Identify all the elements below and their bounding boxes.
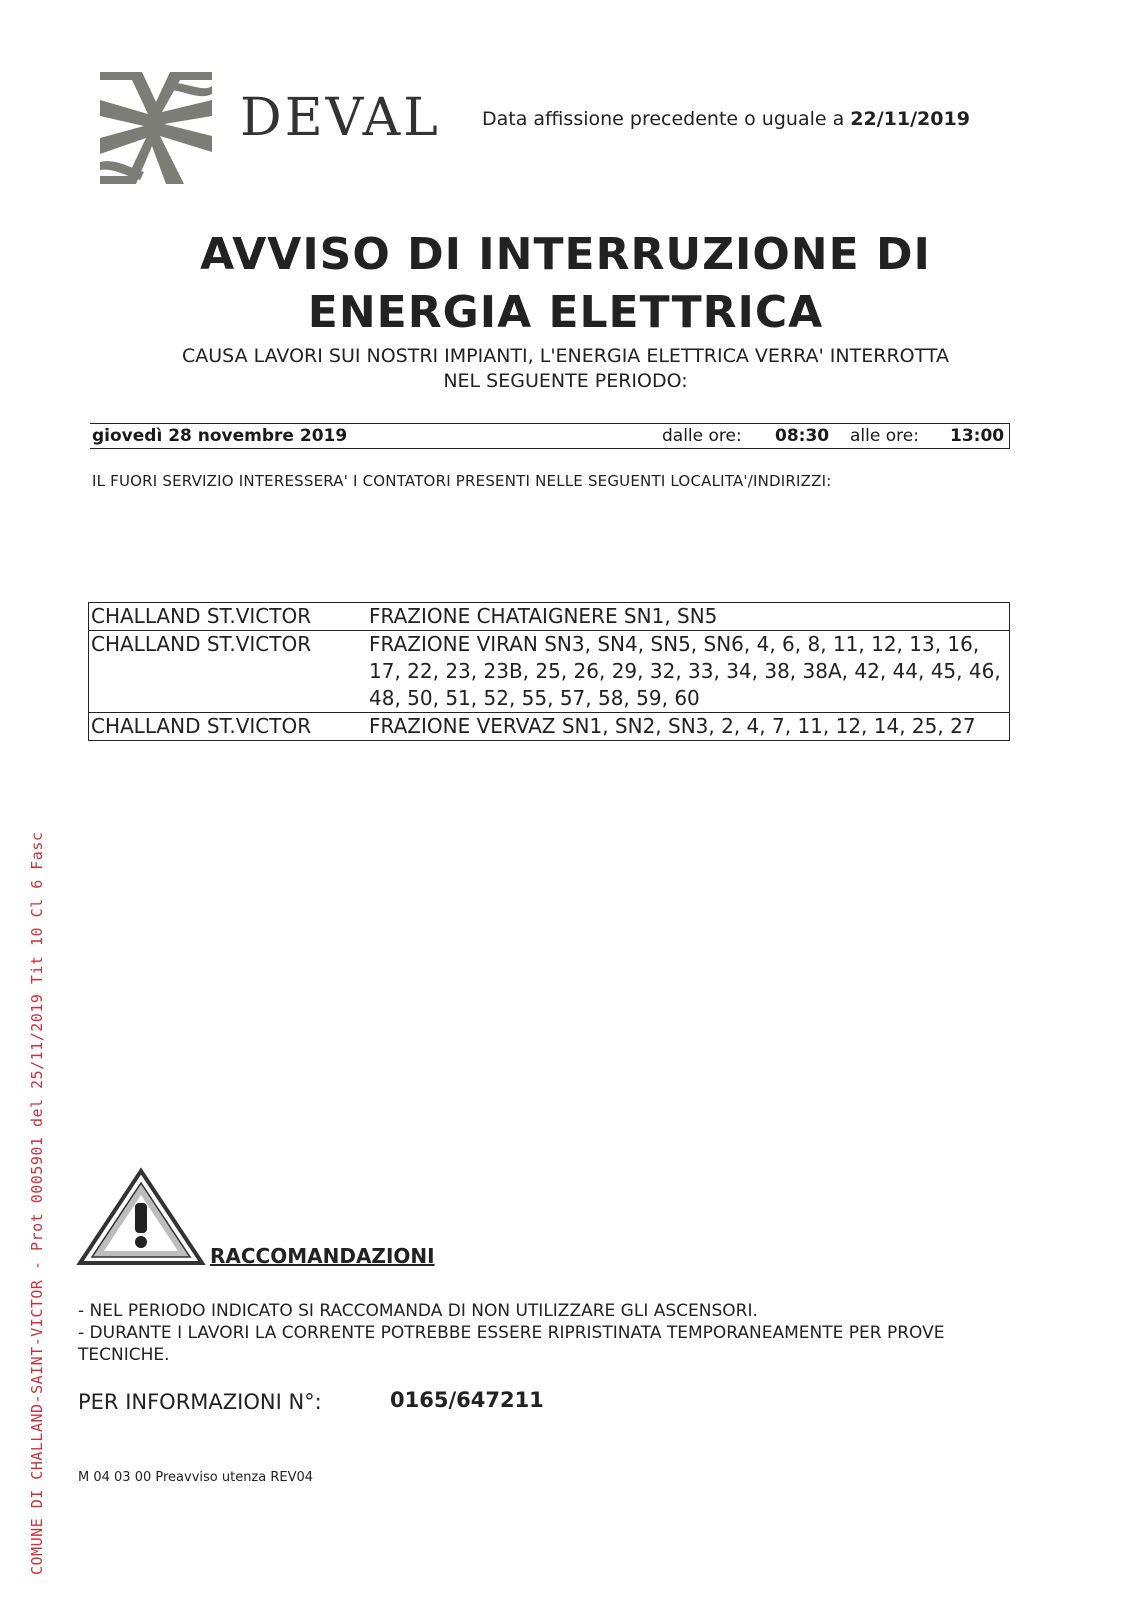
from-time: 08:30 bbox=[775, 426, 830, 446]
recommendation-item: - NEL PERIODO INDICATO SI RACCOMANDA DI NON UTILIZZARE GLI ASCENSORI. bbox=[78, 1301, 758, 1321]
to-time: 13:00 bbox=[950, 426, 1005, 446]
locality-cell: CHALLAND ST.VICTOR bbox=[89, 713, 368, 741]
protocol-stamp: COMUNE DI CHALLAND-SAINT-VICTOR - Prot 0005901 del 25/11/2019 Tit 10 Cl 6 Fasc bbox=[28, 831, 46, 1575]
title-line-2: ENERGIA ELETTRICA bbox=[307, 287, 824, 338]
period-box bbox=[90, 423, 1010, 449]
table-row bbox=[89, 603, 1010, 631]
from-label: dalle ore: bbox=[662, 426, 742, 446]
warning-icon bbox=[76, 1167, 206, 1267]
posting-label: Data affissione precedente o uguale a bbox=[482, 108, 845, 130]
deval-logo-icon bbox=[100, 72, 212, 184]
info-label: PER INFORMAZIONI N°: bbox=[78, 1390, 322, 1414]
locality-cell: CHALLAND ST.VICTOR bbox=[89, 603, 368, 631]
intro-text: IL FUORI SERVIZIO INTERESSERA' I CONTATORI PRESENTI NELLE SEGUENTI LOCALITA'/INDIRIZZI: bbox=[92, 472, 832, 490]
locations-table bbox=[88, 602, 1010, 741]
recommendations-heading: RACCOMANDAZIONI bbox=[210, 1244, 435, 1268]
addresses-cell: FRAZIONE VIRAN SN3, SN4, SN5, SN6, 4, 6, 8, 11, 12, 13, 16, 17, 22, 23, 23B, 25, 26, 29, 32, 33, 34, 38, 38A, 42, 44, 45, 46, 48, 50, 51, 52, 55, 57, 58, 59, 60 bbox=[367, 631, 1010, 713]
brand-name: DEVAL bbox=[240, 88, 441, 148]
form-code: M 04 03 00 Preavviso utenza REV04 bbox=[78, 1470, 314, 1485]
period-date: giovedì 28 novembre 2019 bbox=[92, 426, 348, 446]
table-row bbox=[89, 631, 1010, 713]
addresses-cell: FRAZIONE VERVAZ SN1, SN2, SN3, 2, 4, 7, 11, 12, 14, 25, 27 bbox=[367, 713, 1010, 741]
to-label: alle ore: bbox=[850, 426, 919, 446]
subtitle-line-1: CAUSA LAVORI SUI NOSTRI IMPIANTI, L'ENERGIA ELETTRICA VERRA' INTERROTTA bbox=[182, 345, 949, 367]
addresses-cell: FRAZIONE CHATAIGNERE SN1, SN5 bbox=[367, 603, 1010, 631]
subtitle-line-2: NEL SEGUENTE PERIODO: bbox=[443, 370, 688, 392]
table-row bbox=[89, 713, 1010, 741]
posting-date-value: 22/11/2019 bbox=[850, 108, 970, 130]
locality-cell: CHALLAND ST.VICTOR bbox=[89, 631, 368, 713]
page-title bbox=[0, 226, 1131, 342]
title-line-1: AVVISO DI INTERRUZIONE DI bbox=[200, 229, 931, 280]
subtitle bbox=[0, 344, 1131, 394]
recommendations-list bbox=[78, 1300, 978, 1366]
posting-date bbox=[482, 108, 970, 130]
info-phone-number: 0165/647211 bbox=[390, 1388, 544, 1412]
recommendation-item: - DURANTE I LAVORI LA CORRENTE POTREBBE ESSERE RIPRISTINATA TEMPORANEAMENTE PER PROVE TECNICHE. bbox=[78, 1323, 945, 1365]
